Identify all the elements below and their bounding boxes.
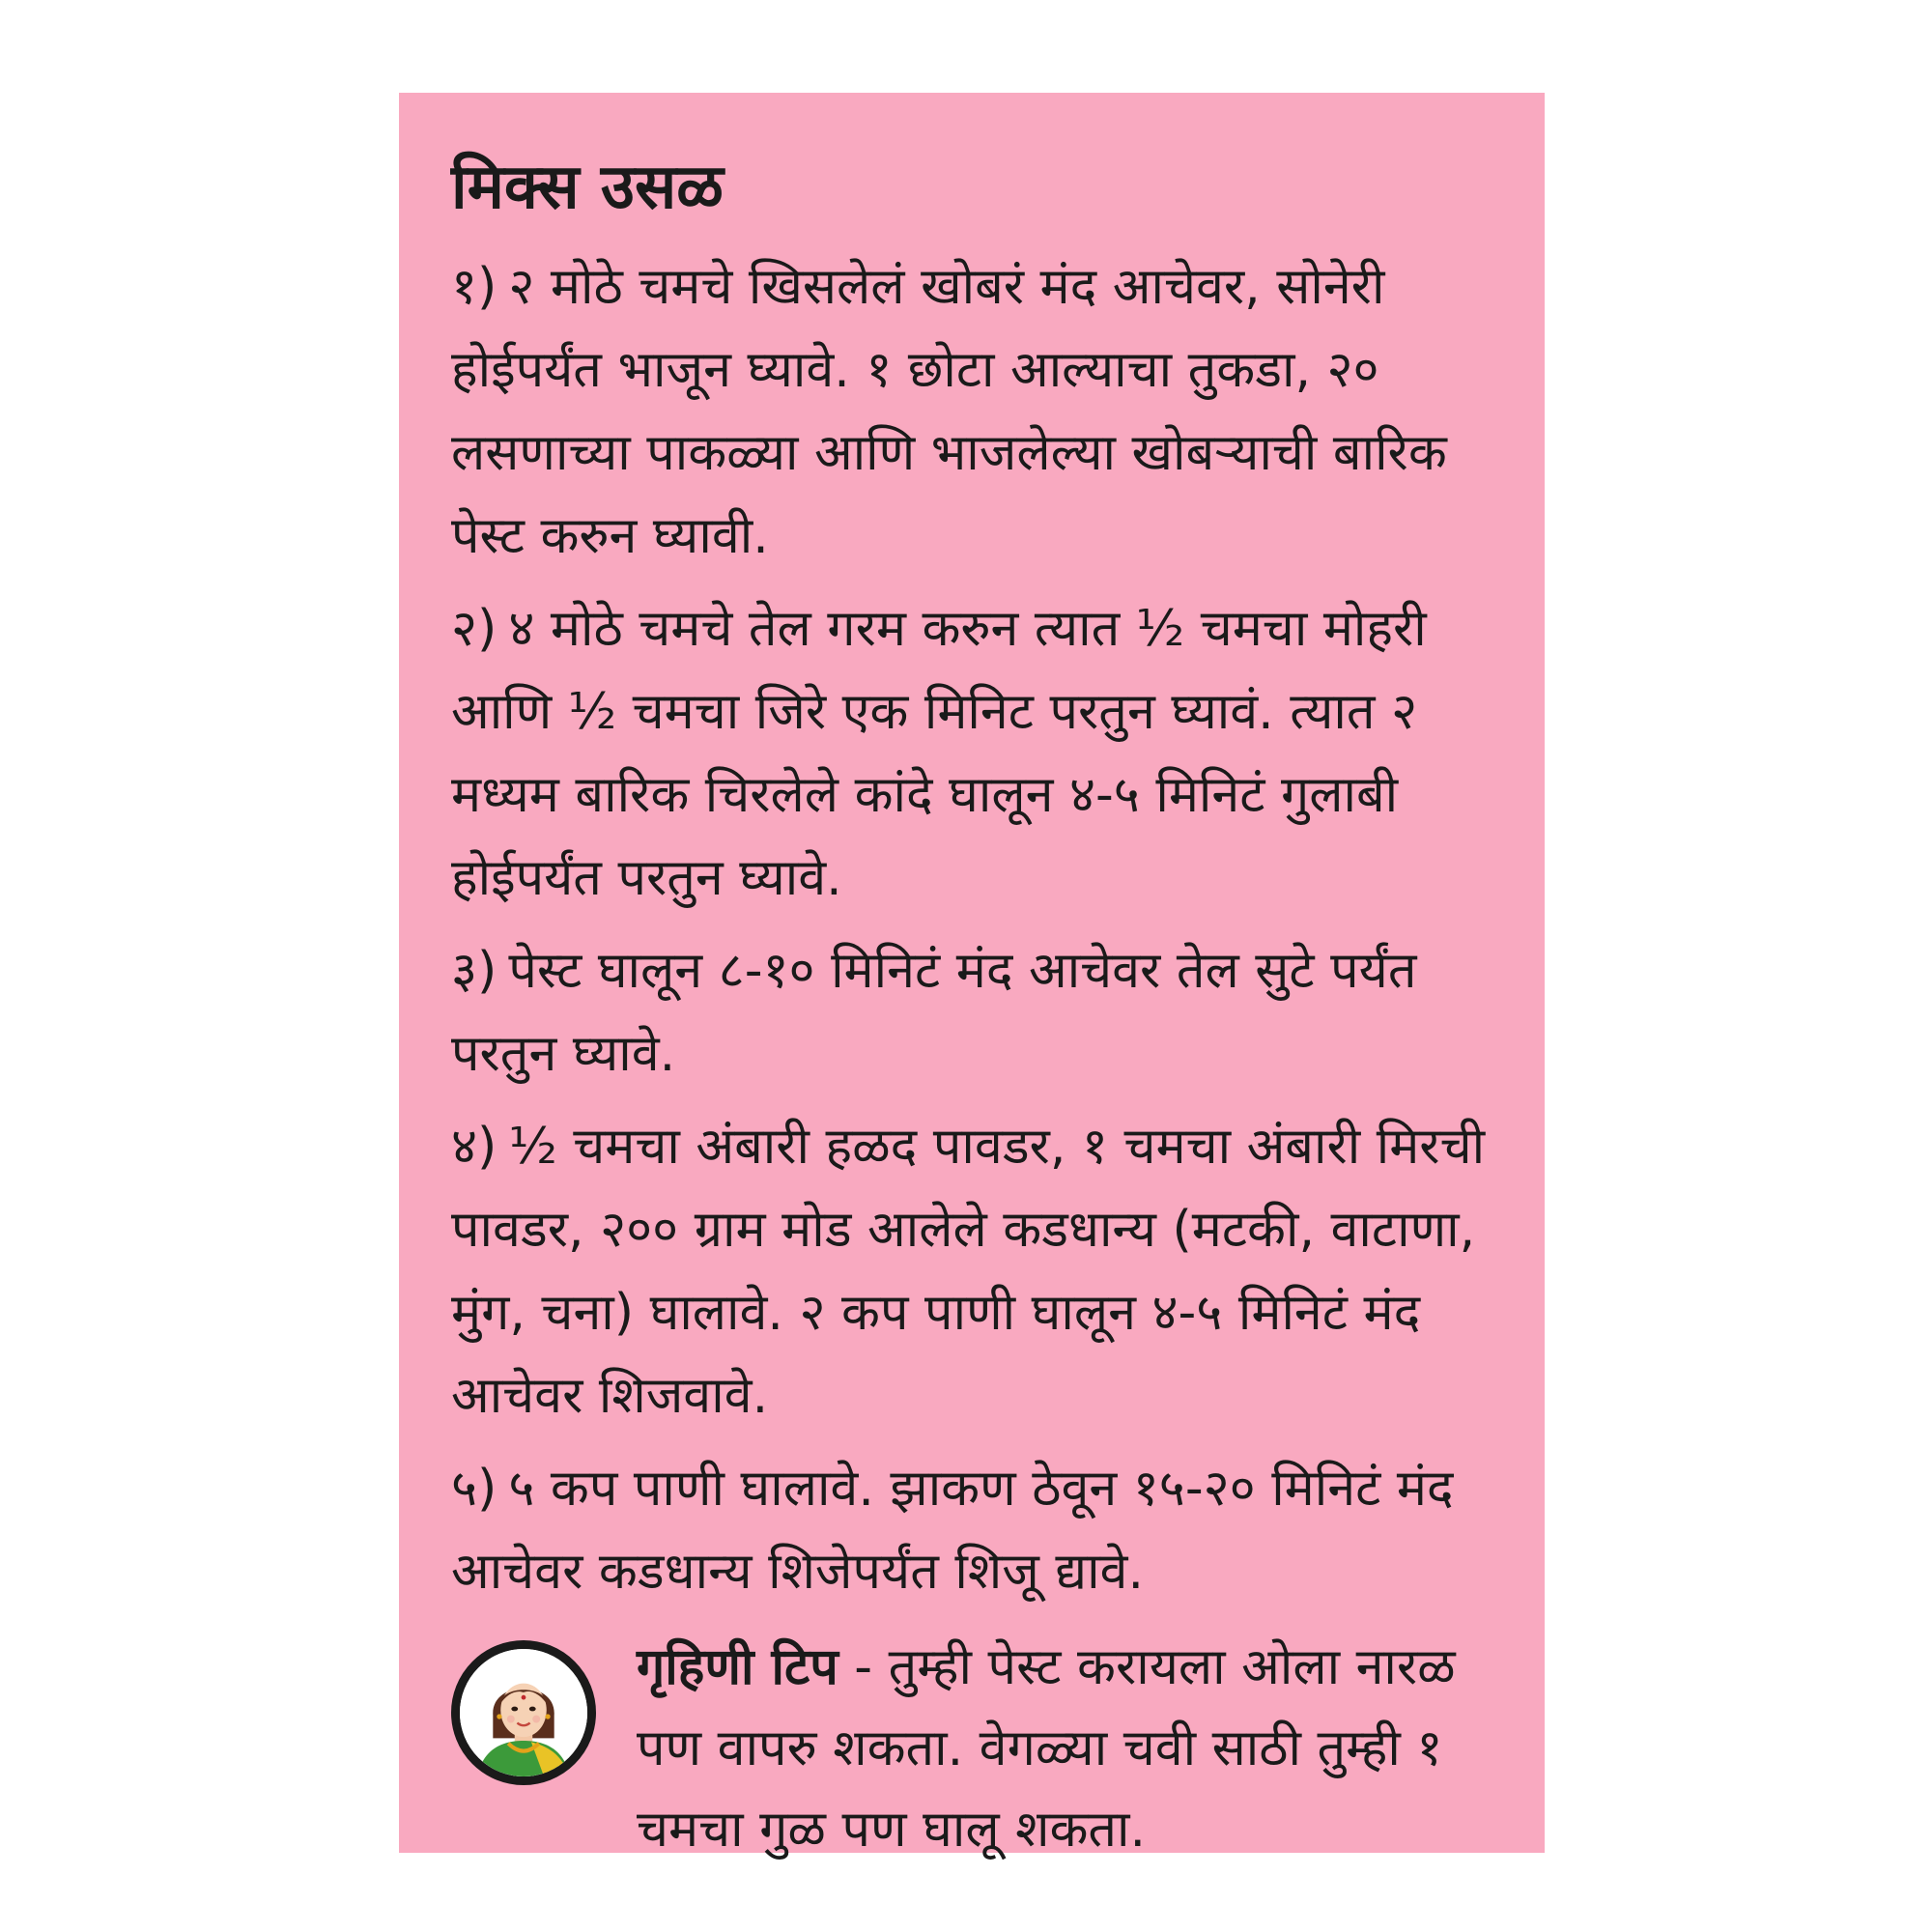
housewife-avatar-icon (451, 1640, 596, 1785)
step-text: पेस्ट घालून ८-१० मिनिटं मंद आचेवर तेल सुटे पर्यंत परतुन घ्यावे. (451, 942, 1417, 1083)
step-text: ½ चमचा अंबारी हळद पावडर, १ चमचा अंबारी मिरची पावडर, २०० ग्राम मोड आलेले कडधान्य (मटकी, वाटाणा, मुंग, चना) घालावे. २ कप पाणी घालून ४-५ मिनिटं मंद आचेवर शिजवावे. (451, 1118, 1486, 1425)
tip-text: तुम्ही पेस्ट करायला ओला नारळ पण वापरु शकता. वेगळ्या चवी साठी तुम्ही १ चमचा गुळ पण घालू शकता. (637, 1638, 1456, 1859)
recipe-step (451, 929, 1510, 1095)
step-number: ५) (451, 1460, 497, 1518)
recipe-step (451, 1447, 1510, 1613)
recipe-step (451, 1105, 1510, 1437)
housewife-tip (451, 1627, 1510, 1870)
recipe-card (399, 93, 1545, 1859)
recipe-step (451, 245, 1510, 578)
step-number: ३) (451, 942, 497, 1000)
step-number: २) (451, 600, 497, 658)
step-text: ४ मोठे चमचे तेल गरम करुन त्यात ½ चमचा मोहरी आणि ½ चमचा जिरे एक मिनिट परतुन घ्यावं. त्यात २ मध्यम बारिक चिरलेले कांदे घालून ४-५ मिनिटं गुलाबी होईपर्यंत परतुन घ्यावे. (451, 600, 1427, 907)
step-text: ५ कप पाणी घालावे. झाकण ठेवून १५-२० मिनिटं मंद आचेवर कडधान्य शिजेपर्यंत शिजू द्यावे. (451, 1460, 1454, 1601)
step-number: ४) (451, 1118, 497, 1176)
recipe-title: मिक्स उसळ (451, 152, 724, 223)
tip-label: गृहिणी टिप (637, 1638, 838, 1696)
step-number: १) (451, 258, 497, 316)
tip-separator: - (838, 1638, 889, 1696)
step-text: २ मोठे चमचे खिसलेलं खोबरं मंद आचेवर, सोनेरी होईपर्यंत भाजून घ्यावे. १ छोटा आल्याचा तुकडा, २० लसणाच्या पाकळ्या आणि भाजलेल्या खोबऱ्याची बारिक पेस्ट करुन घ्यावी. (451, 258, 1447, 565)
recipe-step (451, 587, 1510, 920)
